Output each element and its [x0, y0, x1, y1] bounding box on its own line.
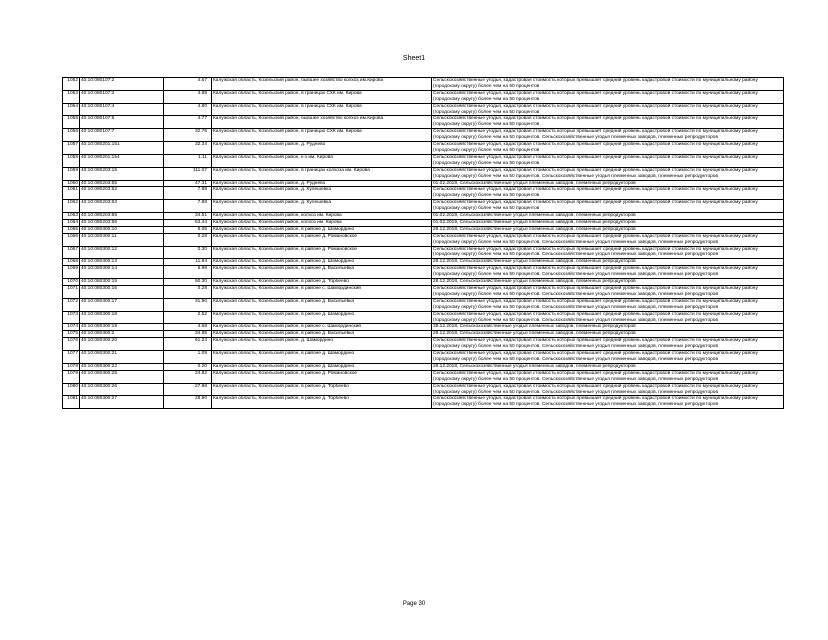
row-number-cell: 1064 [63, 219, 80, 226]
purpose-cell: 28.12.2018, Сельскохозяйственные угодья племенных заводов, племенных репродукторов [432, 324, 784, 331]
purpose-cell: Сельскохозяйственные угодья, кадастровая стоимость которых превышает средний уровень кадастровой стоимости по муниципальному району (городскому округу) более чем на 50 процентов. Сельскохозяйственные угодья племенных заводов, племенных репродукторов [432, 338, 784, 351]
purpose-cell: Сельскохозяйственные угодья, кадастровая стоимость которых превышает средний уровень кадастровой стоимости по муниципальному району (городскому округу) более чем на 50 процентов [432, 90, 784, 103]
row-number-cell: 1071 [63, 286, 80, 299]
row-number-cell: 1054 [63, 103, 80, 116]
cadastral-number-cell: 40:10:080300:25 [80, 370, 164, 383]
area-cell: 2.52 [164, 311, 212, 324]
table-row [63, 279, 784, 286]
address-cell: Калужская область, Козельский район, в границах колхоза им. Кирова [212, 167, 432, 180]
purpose-cell: 28.12.2018, Сельскохозяйственные угодья племенных заводов, племенных репродукторов [432, 259, 784, 266]
area-cell: 32.76 [164, 129, 212, 142]
purpose-cell: Сельскохозяйственные угодья, кадастровая стоимость которых превышает средний уровень кадастровой стоимости по муниципальному району (городскому округу) более чем на 50 процентов. Сельскохозяйственные угодья племенных заводов, племенных репродукторов [432, 286, 784, 299]
row-number-cell: 1078 [63, 363, 80, 370]
purpose-cell: 28.12.2018, Сельскохозяйственные угодья племенных заводов, племенных репродукторов [432, 331, 784, 338]
purpose-cell: 28.12.2018, Сельскохозяйственные угодья племенных заводов, племенных репродукторов [432, 279, 784, 286]
table-row [63, 259, 784, 266]
row-number-cell: 1055 [63, 116, 80, 129]
table-row [63, 311, 784, 324]
address-cell: Калужская область, Козельский район, в районе д. Торбеево [212, 396, 432, 409]
purpose-cell: Сельскохозяйственные угодья, кадастровая стоимость которых превышает средний уровень кадастровой стоимости по муниципальному району (городскому округу) более чем на 50 процентов [432, 103, 784, 116]
purpose-cell: Сельскохозяйственные угодья, кадастровая стоимость которых превышает средний уровень кадастровой стоимости по муниципальному району (городскому округу) более чем на 50 процентов. Сельскохозяйственные угодья племенных заводов, племенных репродукторов [432, 311, 784, 324]
table-row [63, 90, 784, 103]
row-number-cell: 1065 [63, 226, 80, 233]
row-number-cell: 1075 [63, 331, 80, 338]
sheet-title: Sheet1 [402, 55, 426, 62]
cadastral-number-cell: 40:10:080107:4 [80, 103, 164, 116]
cadastral-number-cell: 40:10:080107:7 [80, 129, 164, 142]
purpose-cell: Сельскохозяйственные угодья, кадастровая стоимость которых превышает средний уровень кадастровой стоимости по муниципальному району (городскому округу) более чем на 50 процентов [432, 116, 784, 129]
area-cell: 34.95 [164, 331, 212, 338]
address-cell: Калужская область, Козельский район, д. Шамордино [212, 338, 432, 351]
cadastral-number-cell: 40:10:080201:151 [80, 142, 164, 155]
table-row [63, 180, 784, 187]
row-number-cell: 1081 [63, 396, 80, 409]
cadastral-number-cell: 40:10:080300:13 [80, 259, 164, 266]
table-row [63, 103, 784, 116]
area-cell: 53.44 [164, 219, 212, 226]
purpose-cell: Сельскохозяйственные угодья, кадастровая стоимость которых превышает средний уровень кадастровой стоимости по муниципальному району (городскому округу) более чем на 50 процентов. Сельскохозяйственные угодья племенных заводов, племенных репродукторов [432, 233, 784, 246]
address-cell: Калужская область, Козельский район, бывшее хозяйство колхоз им.Кирова [212, 116, 432, 129]
table-row [63, 363, 784, 370]
purpose-cell: Сельскохозяйственные угодья, кадастровая стоимость которых превышает средний уровень кадастровой стоимости по муниципальному району (городскому округу) более чем на 50 процентов. Сельскохозяйственные угодья племенных заводов, племенных репродукторов [432, 370, 784, 383]
table-row [63, 331, 784, 338]
row-number-cell: 1056 [63, 129, 80, 142]
address-cell: Калужская область, Козельский район, в границах СХК им. Кирова [212, 129, 432, 142]
table-row [63, 200, 784, 213]
area-cell: 6.05 [164, 226, 212, 233]
area-cell: 0.30 [164, 246, 212, 259]
address-cell: Калужская область, Козельский район, в районе д. Шамордино [212, 226, 432, 233]
row-number-cell: 1080 [63, 383, 80, 396]
area-cell: 50.30 [164, 279, 212, 286]
row-number-cell: 1076 [63, 338, 80, 351]
address-cell: Калужская область, Козельский район, д. Кулешевка [212, 187, 432, 200]
area-cell: 1.09 [164, 351, 212, 364]
table-row [63, 383, 784, 396]
purpose-cell: 01.02.2019, Сельскохозяйственные угодья племенных заводов, племенных репродукторов [432, 180, 784, 187]
purpose-cell: 01.02.2019, Сельскохозяйственные угодья племенных заводов, племенных репродукторов [432, 219, 784, 226]
address-cell: Калужская область, Козельский район, в районе с. Шамординский [212, 324, 432, 331]
purpose-cell: Сельскохозяйственные угодья, кадастровая стоимость которых превышает средний уровень кадастровой стоимости по муниципальному району (городскому округу) более чем на 50 процентов. Сельскохозяйственные угодья племенных заводов, племенных репродукторов [432, 129, 784, 142]
address-cell: Калужская область, Козельский район, в районе д. Романовское [212, 370, 432, 383]
cadastral-number-cell: 40:10:080203:62 [80, 187, 164, 200]
table-row [63, 219, 784, 226]
area-cell: 61.24 [164, 338, 212, 351]
row-number-cell: 1072 [63, 298, 80, 311]
cadastral-number-cell: 40:10:080203:63 [80, 200, 164, 213]
table-row [63, 116, 784, 129]
purpose-cell: Сельскохозяйственные угодья, кадастровая стоимость которых превышает средний уровень кадастровой стоимости по муниципальному району (городскому округу) более чем на 50 процентов. Сельскохозяйственные угодья племенных заводов, племенных репродукторов [432, 351, 784, 364]
cadastral-number-cell: 40:10:080300:22 [80, 363, 164, 370]
purpose-cell: Сельскохозяйственные угодья, кадастровая стоимость которых превышает средний уровень кадастровой стоимости по муниципальному району (городскому округу) более чем на 50 процентов [432, 154, 784, 167]
table-row [63, 213, 784, 220]
address-cell: Калужская область, Козельский район, д. Руднево [212, 180, 432, 187]
address-cell: Калужская область, Козельский район, в районе д. Романовское [212, 233, 432, 246]
row-number-cell: 1079 [63, 370, 80, 383]
area-cell: 4.77 [164, 116, 212, 129]
purpose-cell: Сельскохозяйственные угодья, кадастровая стоимость которых превышает средний уровень кадастровой стоимости по муниципальному району (городскому округу) более чем на 50 процентов [432, 142, 784, 155]
row-number-cell: 1057 [63, 142, 80, 155]
row-number-cell: 1063 [63, 213, 80, 220]
cadastral-number-cell: 40:10:080107:2 [80, 78, 164, 91]
address-cell: Калужская область, Козельский район, в районе д. Романовское [212, 246, 432, 259]
area-cell: 7.88 [164, 200, 212, 213]
address-cell: Калужская область, Козельский район, в границах СХК им. Кирова [212, 103, 432, 116]
row-number-cell: 1069 [63, 266, 80, 279]
row-number-cell: 1061 [63, 187, 80, 200]
cadastral-number-cell: 40:10:080203:55 [80, 180, 164, 187]
area-cell: 5.98 [164, 266, 212, 279]
table-row [63, 338, 784, 351]
purpose-cell: Сельскохозяйственные угодья, кадастровая стоимость которых превышает средний уровень кадастровой стоимости по муниципальному району (городскому округу) более чем на 50 процентов [432, 187, 784, 200]
area-cell: 28.90 [164, 396, 212, 409]
address-cell: Калужская область, Козельский район, колхоз им. Кирова [212, 213, 432, 220]
table-row [63, 396, 784, 409]
purpose-cell: Сельскохозяйственные угодья, кадастровая стоимость которых превышает средний уровень кадастровой стоимости по муниципальному району (городскому округу) более чем на 50 процентов. Сельскохозяйственные угодья племенных заводов, племенных репродукторов [432, 383, 784, 396]
land-plots-table [62, 77, 784, 409]
address-cell: Калужская область, Козельский район, в районе д. Васильевка [212, 331, 432, 338]
table-row [63, 324, 784, 331]
address-cell: Калужская область, Козельский район, в районе д. Васильевка [212, 298, 432, 311]
table-row [63, 370, 784, 383]
cadastral-number-cell: 40:10:080300:16 [80, 286, 164, 299]
address-cell: Калужская область, Козельский район, в районе д. Торбеево [212, 279, 432, 286]
cadastral-number-cell: 40:10:080107:3 [80, 90, 164, 103]
purpose-cell: 01.02.2019, Сельскохозяйственные угодья племенных заводов, племенных репродукторов [432, 213, 784, 220]
table-row [63, 266, 784, 279]
cadastral-number-cell: 40:10:080203:65 [80, 213, 164, 220]
table-row [63, 246, 784, 259]
area-cell: 111.07 [164, 167, 212, 180]
address-cell: Калужская область, Козельский район, в районе с. Шамординский [212, 286, 432, 299]
page-number: Page 30 [402, 601, 426, 607]
area-cell: 27.98 [164, 383, 212, 396]
area-cell: 47.31 [164, 180, 212, 187]
address-cell: Калужская область, Козельский район, в границах СХК им. Кирова [212, 90, 432, 103]
area-cell: 4.80 [164, 103, 212, 116]
area-cell: 1.11 [164, 154, 212, 167]
purpose-cell: Сельскохозяйственные угодья, кадастровая стоимость которых превышает средний уровень кадастровой стоимости по муниципальному району (городскому округу) более чем на 50 процентов. Сельскохозяйственные угодья племенных заводов, племенных репродукторов [432, 266, 784, 279]
cadastral-number-cell: 40:10:080300:15 [80, 279, 164, 286]
area-cell: 34.51 [164, 213, 212, 220]
cadastral-number-cell: 40:10:080300:2 [80, 331, 164, 338]
purpose-cell: 28.12.2018, Сельскохозяйственные угодья племенных заводов, племенных репродукторов [432, 363, 784, 370]
table-row [63, 78, 784, 91]
cadastral-number-cell: 40:10:080300:10 [80, 226, 164, 233]
table-row [63, 167, 784, 180]
table-row [63, 233, 784, 246]
row-number-cell: 1068 [63, 259, 80, 266]
cadastral-number-cell: 40:10:080300:17 [80, 298, 164, 311]
row-number-cell: 1074 [63, 324, 80, 331]
row-number-cell: 1053 [63, 90, 80, 103]
cadastral-number-cell: 40:10:080300:18 [80, 311, 164, 324]
table-row [63, 154, 784, 167]
cadastral-number-cell: 40:10:080300:26 [80, 383, 164, 396]
purpose-cell: Сельскохозяйственные угодья, кадастровая стоимость которых превышает средний уровень кадастровой стоимости по муниципальному району (городскому округу) более чем на 50 процентов. Сельскохозяйственные угодья племенных заводов, племенных репродукторов [432, 167, 784, 180]
address-cell: Калужская область, Козельский район, д. Кулешевка [212, 200, 432, 213]
cadastral-number-cell: 40:10:080300:27 [80, 396, 164, 409]
table-body [63, 78, 784, 409]
row-number-cell: 1070 [63, 279, 80, 286]
table-row [63, 226, 784, 233]
cadastral-number-cell: 40:10:080300:21 [80, 351, 164, 364]
cadastral-number-cell: 40:10:080300:20 [80, 338, 164, 351]
address-cell: Калужская область, Козельский район, колхоз им. Кирова [212, 219, 432, 226]
cadastral-number-cell: 40:10:080203:15 [80, 167, 164, 180]
table-row [63, 142, 784, 155]
area-cell: 0.28 [164, 233, 212, 246]
cadastral-number-cell: 40:10:080300:19 [80, 324, 164, 331]
purpose-cell: Сельскохозяйственные угодья, кадастровая стоимость которых превышает средний уровень кадастровой стоимости по муниципальному району (городскому округу) более чем на 50 процентов [432, 200, 784, 213]
row-number-cell: 1077 [63, 351, 80, 364]
address-cell: Калужская область, Козельский район, в районе д. Торбеево [212, 383, 432, 396]
purpose-cell: 28.12.2018, Сельскохозяйственные угодья племенных заводов, племенных репродукторов [432, 226, 784, 233]
row-number-cell: 1062 [63, 200, 80, 213]
address-cell: Калужская область, Козельский район, в районе д. Васильевка [212, 266, 432, 279]
area-cell: 11.84 [164, 259, 212, 266]
area-cell: 24.82 [164, 370, 212, 383]
area-cell: 4.58 [164, 324, 212, 331]
address-cell: Калужская область, Козельский район, в районе д. Шамордино [212, 311, 432, 324]
area-cell: 7.88 [164, 187, 212, 200]
cadastral-number-cell: 40:10:080201:154 [80, 154, 164, 167]
cadastral-number-cell: 40:10:080203:66 [80, 219, 164, 226]
table-row [63, 129, 784, 142]
area-cell: 0.28 [164, 286, 212, 299]
cadastral-number-cell: 40:10:080300:12 [80, 246, 164, 259]
purpose-cell: Сельскохозяйственные угодья, кадастровая стоимость которых превышает средний уровень кадастровой стоимости по муниципальному району (городскому округу) более чем на 50 процентов [432, 78, 784, 91]
address-cell: Калужская область, Козельский район, в районе д. Шамордино [212, 259, 432, 266]
cadastral-number-cell: 40:10:080300:14 [80, 266, 164, 279]
area-cell: 32.34 [164, 142, 212, 155]
row-number-cell: 1059 [63, 167, 80, 180]
table-row [63, 187, 784, 200]
area-cell: 4.89 [164, 90, 212, 103]
area-cell: 31.90 [164, 298, 212, 311]
table-row [63, 298, 784, 311]
row-number-cell: 1058 [63, 154, 80, 167]
address-cell: Калужская область, Козельский район, к-з им. Кирова [212, 154, 432, 167]
purpose-cell: Сельскохозяйственные угодья, кадастровая стоимость которых превышает средний уровень кадастровой стоимости по муниципальному району (городскому округу) более чем на 50 процентов. Сельскохозяйственные угодья племенных заводов, племенных репродукторов [432, 246, 784, 259]
cadastral-number-cell: 40:10:080107:5 [80, 116, 164, 129]
row-number-cell: 1052 [63, 78, 80, 91]
cadastral-number-cell: 40:10:080300:11 [80, 233, 164, 246]
table-row [63, 286, 784, 299]
address-cell: Калужская область, Козельский район, в районе д. Шамордино [212, 351, 432, 364]
table-row [63, 351, 784, 364]
purpose-cell: Сельскохозяйственные угодья, кадастровая стоимость которых превышает средний уровень кадастровой стоимости по муниципальному району (городскому округу) более чем на 50 процентов. Сельскохозяйственные угодья племенных заводов, племенных репродукторов [432, 396, 784, 409]
address-cell: Калужская область, Козельский район, в районе д. Шамордино [212, 363, 432, 370]
row-number-cell: 1073 [63, 311, 80, 324]
row-number-cell: 1060 [63, 180, 80, 187]
purpose-cell: Сельскохозяйственные угодья, кадастровая стоимость которых превышает средний уровень кадастровой стоимости по муниципальному району (городскому округу) более чем на 50 процентов. Сельскохозяйственные угодья племенных заводов, племенных репродукторов [432, 298, 784, 311]
address-cell: Калужская область, Козельский район, д. Руднево [212, 142, 432, 155]
area-cell: 4.67 [164, 78, 212, 91]
address-cell: Калужская область, Козельский район, бывшее хозяйство колхоз им.Кирова [212, 78, 432, 91]
row-number-cell: 1067 [63, 246, 80, 259]
row-number-cell: 1066 [63, 233, 80, 246]
area-cell: 0.20 [164, 363, 212, 370]
